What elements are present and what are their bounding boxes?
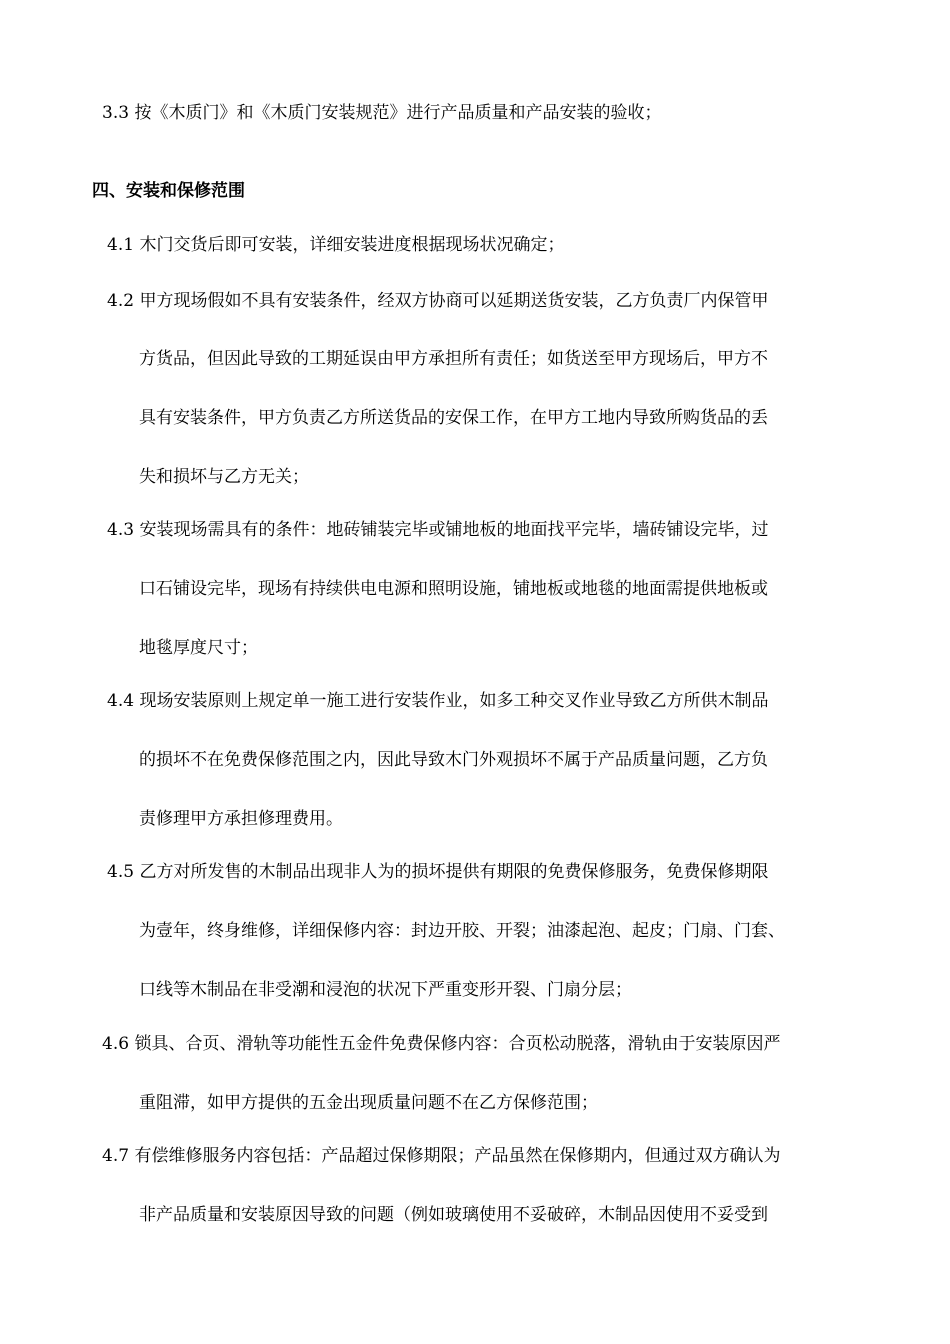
clause-4-3-line-2: 口石铺设完毕，现场有持续供电电源和照明设施，铺地板或地毯的地面需提供地板或 <box>139 579 768 599</box>
clause-4-1-line-1: 4.1 木门交货后即可安装，详细安装进度根据现场状况确定； <box>107 235 565 255</box>
clause-3-3: 3.3 按《木质门》和《木质门安装规范》进行产品质量和产品安装的验收； <box>102 103 662 123</box>
clause-4-7-line-2: 非产品质量和安装原因导致的问题（例如玻璃使用不妥破碎，木制品因使用不妥受到 <box>139 1205 768 1225</box>
clause-4-7-line-1: 4.7 有偿维修服务内容包括：产品超过保修期限；产品虽然在保修期内，但通过双方确认为 <box>102 1146 781 1166</box>
clause-4-2-line-4: 失和损坏与乙方无关； <box>139 467 309 487</box>
clause-4-5-line-3: 口线等木制品在非受潮和浸泡的状况下严重变形开裂、门扇分层； <box>139 980 632 1000</box>
clause-4-6-line-1: 4.6 锁具、合页、滑轨等功能性五金件免费保修内容：合页松动脱落，滑轨由于安装原因严 <box>102 1034 781 1054</box>
clause-4-2-line-1: 4.2 甲方现场假如不具有安装条件，经双方协商可以延期送货安装，乙方负责厂内保管甲 <box>107 291 769 311</box>
clause-4-4-line-1: 4.4 现场安装原则上规定单一施工进行安装作业，如多工种交叉作业导致乙方所供木制品 <box>107 691 769 711</box>
clause-4-4-line-3: 责修理甲方承担修理费用。 <box>139 809 343 829</box>
clause-4-5-line-2: 为壹年，终身维修，详细保修内容：封边开胶、开裂；油漆起泡、起皮；门扇、门套、 <box>139 921 785 941</box>
clause-4-4-line-2: 的损坏不在免费保修范围之内，因此导致木门外观损坏不属于产品质量问题，乙方负 <box>139 750 768 770</box>
clause-4-5-line-1: 4.5 乙方对所发售的木制品出现非人为的损坏提供有期限的免费保修服务，免费保修期限 <box>107 862 769 882</box>
clause-4-3-line-1: 4.3 安装现场需具有的条件：地砖铺装完毕或铺地板的地面找平完毕，墙砖铺设完毕，过 <box>107 520 769 540</box>
clause-4-6-line-2: 重阻滞，如甲方提供的五金出现质量问题不在乙方保修范围； <box>139 1093 598 1113</box>
clause-4-2-line-2: 方货品，但因此导致的工期延误由甲方承担所有责任；如货送至甲方现场后，甲方不 <box>139 349 768 369</box>
clause-4-3-line-3: 地毯厚度尺寸； <box>139 638 258 658</box>
clause-4-2-line-3: 具有安装条件，甲方负责乙方所送货品的安保工作，在甲方工地内导致所购货品的丢 <box>139 408 768 428</box>
section-4-heading: 四、安装和保修范围 <box>92 181 245 201</box>
